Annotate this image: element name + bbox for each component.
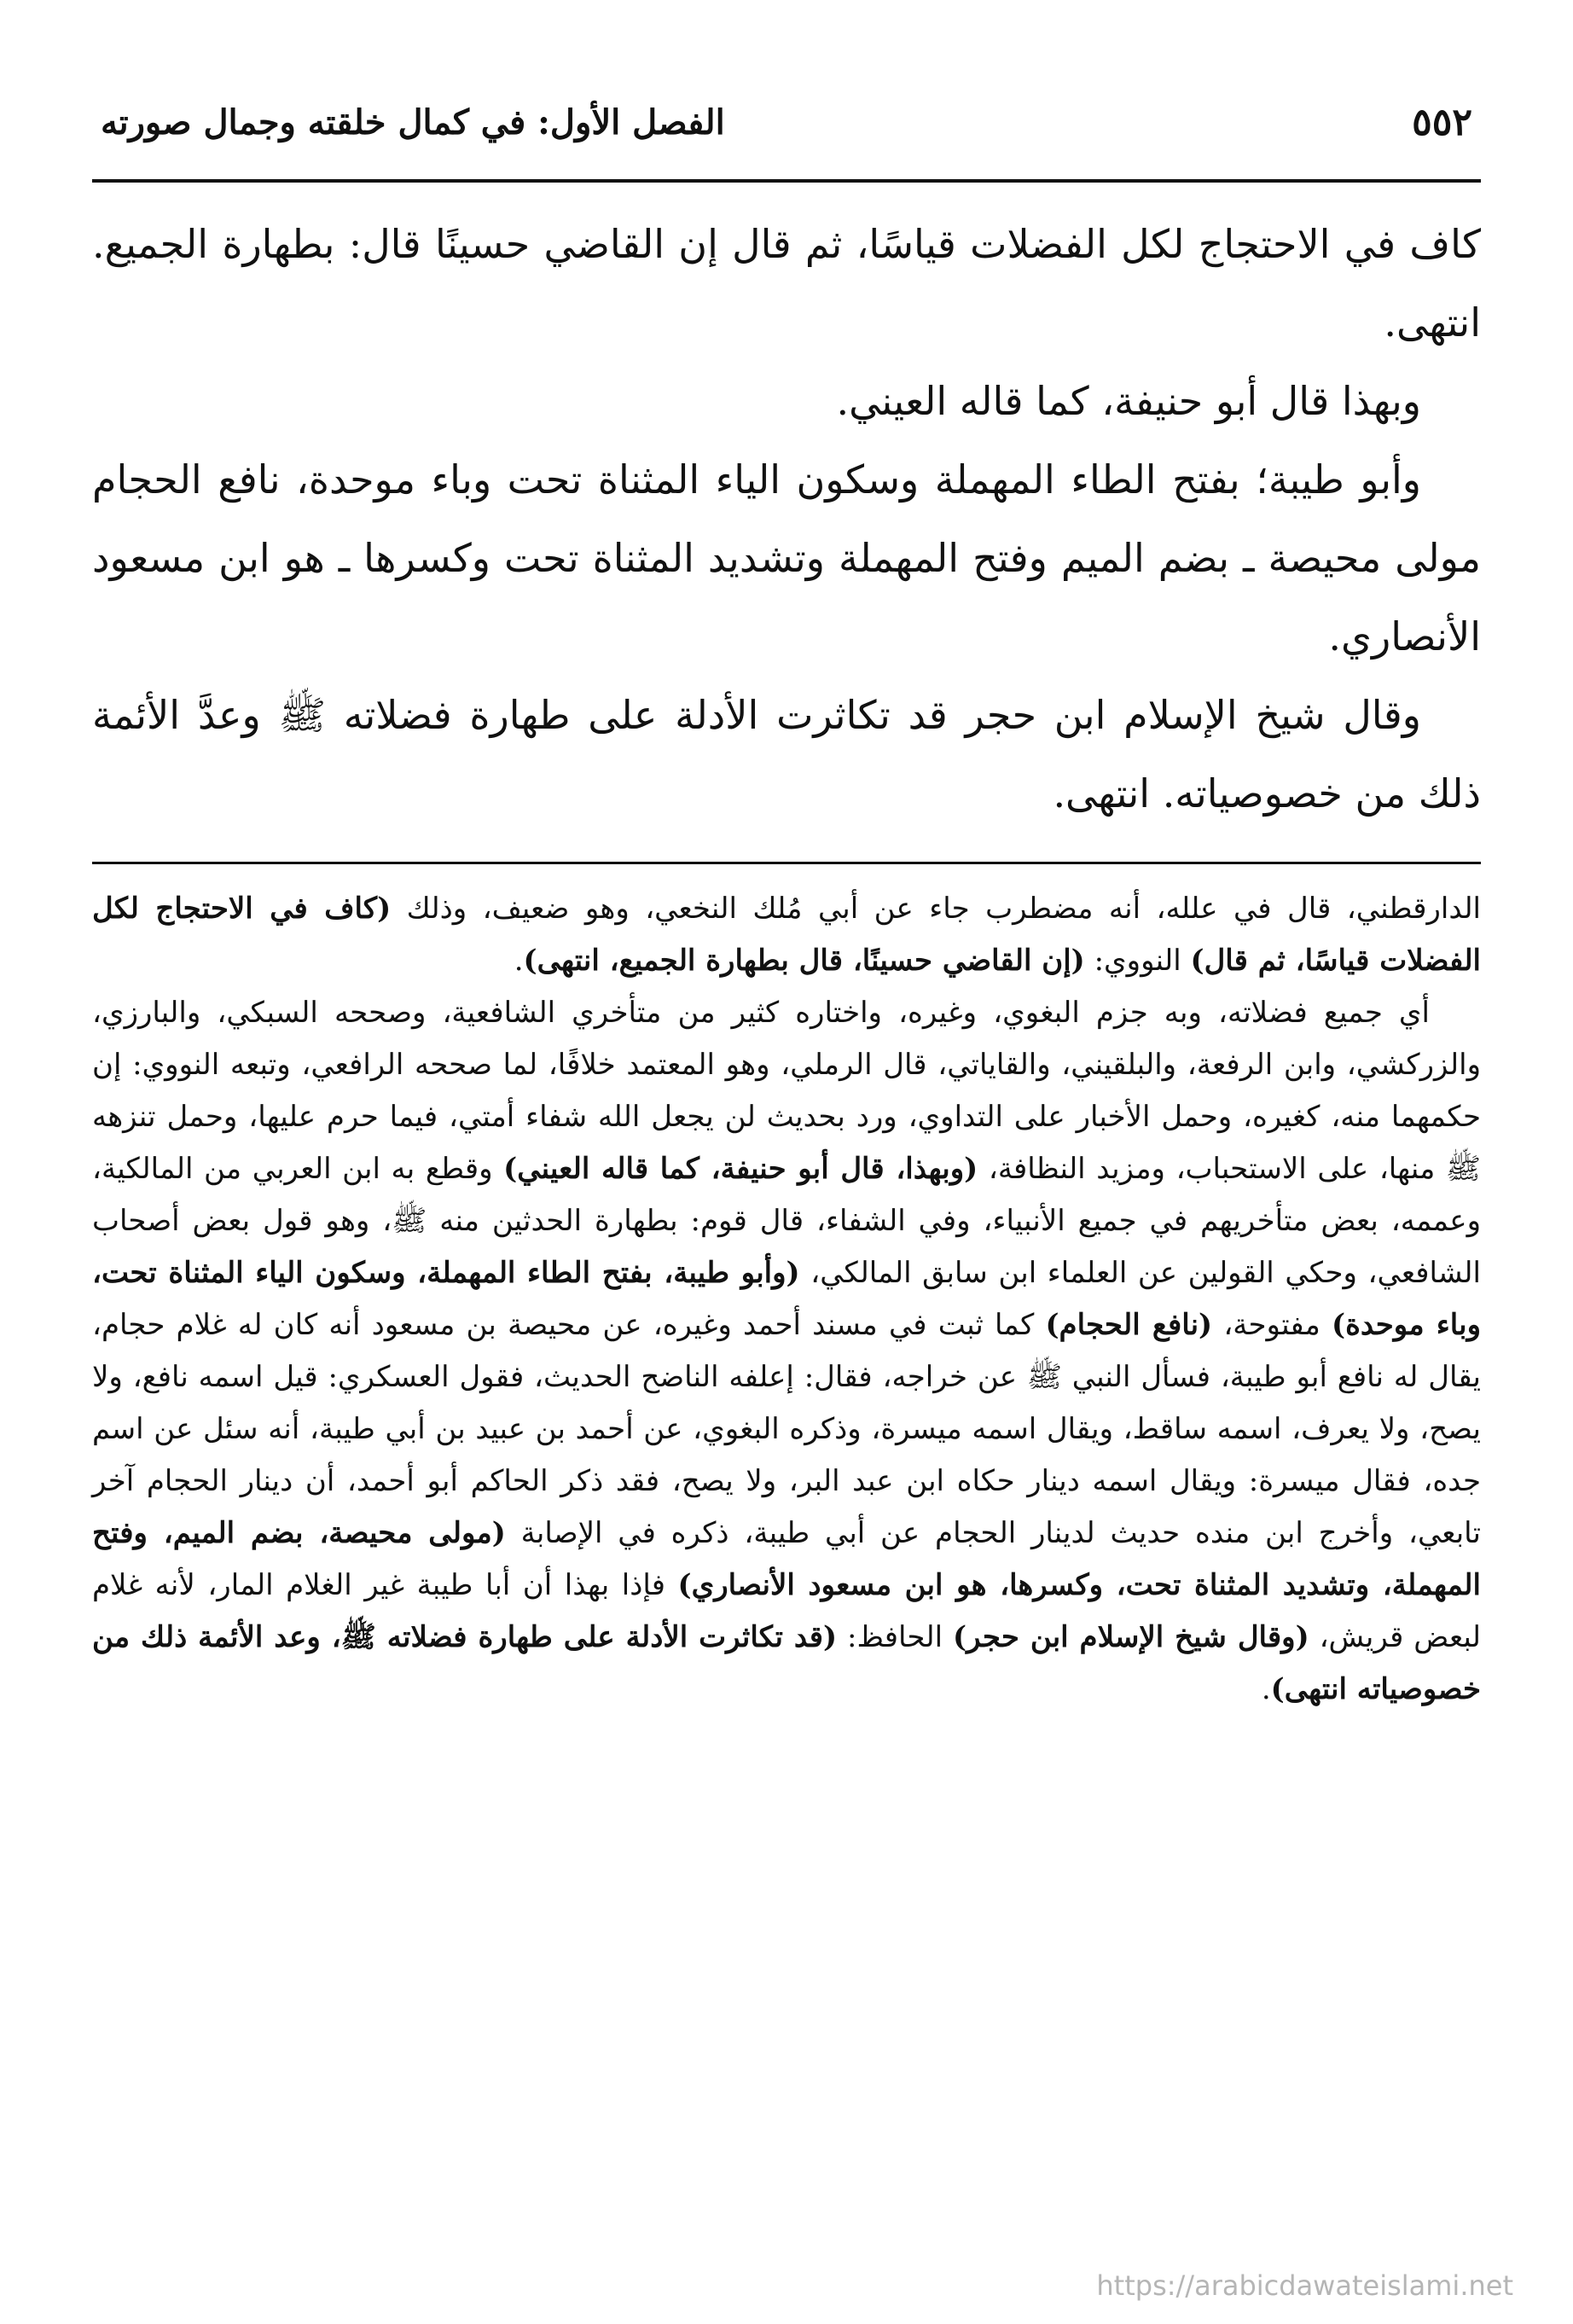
commentary-segment: . [1261, 1672, 1271, 1706]
quoted-main-text: (قد تكاثرت الأدلة على طهارة فضلاته ﷺ، وعد الأئمة ذلك من خصوصياته انتهى) [92, 1620, 1481, 1706]
main-paragraph: وقال شيخ الإسلام ابن حجر قد تكاثرت الأدلة على طهارة فضلاته ﷺ وعدَّ الأئمة ذلك من خصوصياته. انتهى. [92, 692, 1481, 816]
main-text [92, 205, 1481, 833]
main-paragraph: كاف في الاحتجاج لكل الفضلات قياسًا، ثم قال إن القاضي حسينًا قال: بطهارة الجميع. انتهى. [92, 221, 1481, 346]
commentary-segment: أي جميع فضلاته، وبه جزم البغوي، وغيره، واختاره كثير من متأخري الشافعية، وصححه السبكي، والبارزي، والزركشي، وابن الرفعة، والبلقيني، والقاياتي، قال الرملي، وهو المعتمد خلافًا، لما صححه الرافعي، وتبعه النووي: إن حكمهما منه، كغيره، وحمل الأخبار على التداوي، ورد بحديث لن يجعل الله شفاء أمتي، فيما حرم عليها، وحمل تنزهه ﷺ منها، على الاستحباب، ومزيد النظافة، [92, 996, 1481, 1186]
commentary-segment: . [514, 944, 524, 978]
main-paragraph: وأبو طيبة؛ بفتح الطاء المهملة وسكون الياء المثناة تحت وباء موحدة، نافع الحجام مولى محيصة ـ بضم الميم وفتح المهملة وتشديد المثناة تحت وكسرها ـ هو ابن مسعود الأنصاري. [92, 456, 1481, 659]
quoted-main-text: (نافع الحجام) [1045, 1308, 1213, 1342]
commentary-segment: الحافظ: [837, 1620, 954, 1654]
header-divider [92, 179, 1481, 183]
commentary-segment: وقطع به ابن العربي من المالكية، وعممه، بعض متأخريهم في جميع الأنبياء، وفي الشفاء، قال قوم: بطهارة الحدثين منه ﷺ، وهو قول بعض أصحاب الشافعي، وحكي القولين عن العلماء ابن سابق المالكي، [92, 1152, 1481, 1290]
section-divider [92, 862, 1481, 864]
commentary-paragraph [92, 987, 1481, 1716]
quoted-main-text: (إن القاضي حسينًا، قال بطهارة الجميع، انتهى) [523, 944, 1085, 978]
quoted-main-text: (وبهذا، قال أبو حنيفة، كما قاله العيني) [503, 1152, 978, 1186]
quoted-main-text: (كاف في الاحتجاج لكل الفضلات قياسًا، ثم قال) [92, 892, 1481, 978]
quoted-main-text: (مولى محيصة، بضم الميم، وفتح المهملة، وتشديد المثناة تحت، وكسرها، هو ابن مسعود الأنصاري) [92, 1516, 1481, 1602]
commentary-segment: الدارقطني، قال في علله، أنه مضطرب جاء عن أبي مُلك النخعي، وهو ضعيف، وذلك [391, 892, 1482, 926]
commentary-segment: فإذا بهذا أن أبا طيبة غير الغلام المار، لأنه غلام لبعض قريش، [92, 1568, 1481, 1654]
commentary-segment: كما ثبت في مسند أحمد وغيره، عن محيصة بن مسعود أنه كان له غلام حجام، يقال له نافع أبو طيبة، فسأل النبي ﷺ عن خراجه، فقال: إعلفه الناضح الحديث، فقول العسكري: قيل اسمه نافع، ولا يصح، ولا يعرف، اسمه ساقط، ويقال اسمه ميسرة، وذكره البغوي، عن أحمد بن عبيد بن أبي طيبة، أنه سئل عن اسم جده، فقال ميسرة: ويقال اسمه دينار حكاه ابن عبد البر، ولا يصح، فقد ذكر الحاكم أبو أحمد، أن دينار الحجام آخر تابعي، وأخرج ابن منده حديث لدينار الحجام عن أبي طيبة، ذكره في الإصابة [92, 1308, 1481, 1550]
commentary-segment: مفتوحة، [1212, 1308, 1332, 1342]
quoted-main-text: (وأبو طيبة، بفتح الطاء المهملة، وسكون الياء المثناة تحت، وباء موحدة) [92, 1256, 1481, 1342]
commentary-paragraph [92, 883, 1481, 987]
quoted-main-text: (وقال شيخ الإسلام ابن حجر) [953, 1620, 1309, 1654]
main-paragraph: وبهذا قال أبو حنيفة، كما قاله العيني. [836, 378, 1421, 424]
running-title: الفصل الأول: في كمال خلقته وجمال صورته [101, 102, 725, 142]
page-header [92, 96, 1481, 155]
page-number: ٥٥٢ [1412, 101, 1472, 144]
watermark-url: https://arabicdawateislami.net [1096, 2269, 1513, 2302]
commentary-segment: النووي: [1084, 944, 1191, 978]
commentary-text [92, 883, 1481, 1716]
